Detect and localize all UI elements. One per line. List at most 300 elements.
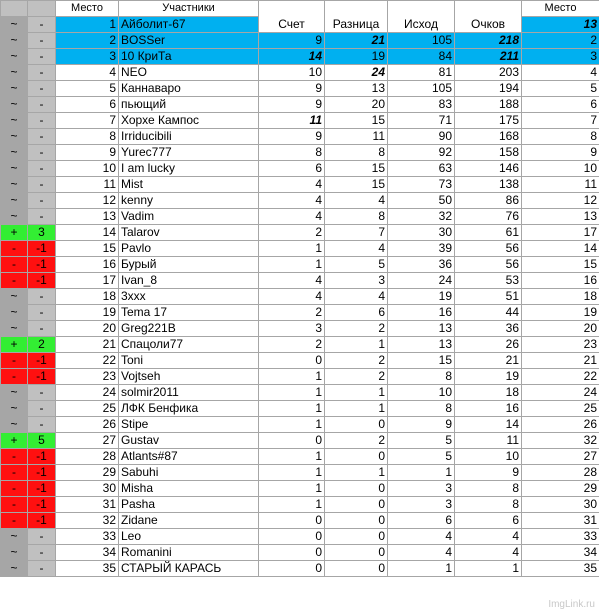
table-row xyxy=(1,305,599,321)
prev-place-cell: 25 xyxy=(522,401,599,417)
prev-place-cell: 11 xyxy=(522,177,599,193)
prev-place-cell: 31 xyxy=(522,513,599,529)
prev-place-cell: 35 xyxy=(522,561,599,577)
outcome-cell: 32 xyxy=(388,209,455,225)
score-cell: 2 xyxy=(259,337,325,353)
place-change: - xyxy=(28,385,56,401)
participant-name: Gustav xyxy=(119,433,259,449)
header-raznica: Разница xyxy=(325,1,388,33)
table-row xyxy=(1,465,599,481)
outcome-cell: 63 xyxy=(388,161,455,177)
place-change: - xyxy=(28,113,56,129)
outcome-cell: 5 xyxy=(388,433,455,449)
outcome-cell: 9 xyxy=(388,417,455,433)
place-change: - xyxy=(28,305,56,321)
rank-cell: 24 xyxy=(56,385,119,401)
score-cell: 0 xyxy=(259,545,325,561)
points-cell: 14 xyxy=(455,417,522,433)
table-row xyxy=(1,65,599,81)
participant-name: Спацоли77 xyxy=(119,337,259,353)
outcome-cell: 71 xyxy=(388,113,455,129)
score-cell: 1 xyxy=(259,241,325,257)
score-cell: 0 xyxy=(259,513,325,529)
place-change: 5 xyxy=(28,433,56,449)
header-ochkov: Очков xyxy=(455,1,522,33)
table-row xyxy=(1,385,599,401)
header-uchastniki: Участники xyxy=(119,1,259,17)
prev-place-cell: 32 xyxy=(522,433,599,449)
diff-cell: 24 xyxy=(325,65,388,81)
diff-cell: 0 xyxy=(325,481,388,497)
diff-cell: 0 xyxy=(325,417,388,433)
place-change: - xyxy=(28,401,56,417)
score-cell: 0 xyxy=(259,561,325,577)
table-row xyxy=(1,321,599,337)
trend-marker: ~ xyxy=(1,417,28,433)
diff-cell: 15 xyxy=(325,161,388,177)
place-change: - xyxy=(28,65,56,81)
points-cell: 44 xyxy=(455,305,522,321)
table-row xyxy=(1,97,599,113)
points-cell: 203 xyxy=(455,65,522,81)
prev-place-cell: 5 xyxy=(522,81,599,97)
points-cell: 194 xyxy=(455,81,522,97)
diff-cell: 0 xyxy=(325,513,388,529)
place-change: - xyxy=(28,97,56,113)
trend-marker: ~ xyxy=(1,17,28,33)
points-cell: 26 xyxy=(455,337,522,353)
prev-place-cell: 18 xyxy=(522,289,599,305)
prev-place-cell: 16 xyxy=(522,273,599,289)
points-cell: 8 xyxy=(455,497,522,513)
outcome-cell: 39 xyxy=(388,241,455,257)
place-change: - xyxy=(28,145,56,161)
outcome-cell: 3 xyxy=(388,481,455,497)
outcome-cell: 13 xyxy=(388,337,455,353)
rank-cell: 33 xyxy=(56,529,119,545)
trend-marker: - xyxy=(1,369,28,385)
place-change: - xyxy=(28,17,56,33)
table-row xyxy=(1,449,599,465)
place-change: -1 xyxy=(28,465,56,481)
trend-marker: + xyxy=(1,337,28,353)
prev-place-cell: 15 xyxy=(522,257,599,273)
table-row xyxy=(1,81,599,97)
prev-place-cell: 33 xyxy=(522,529,599,545)
score-cell: 6 xyxy=(259,161,325,177)
rank-cell: 13 xyxy=(56,209,119,225)
score-cell: 0 xyxy=(259,353,325,369)
prev-place-cell: 2 xyxy=(522,33,599,49)
rank-cell: 1 xyxy=(56,17,119,33)
score-cell: 1 xyxy=(259,369,325,385)
table-row xyxy=(1,337,599,353)
table-row xyxy=(1,513,599,529)
outcome-cell: 105 xyxy=(388,33,455,49)
points-cell: 86 xyxy=(455,193,522,209)
rank-cell: 29 xyxy=(56,465,119,481)
place-change: -1 xyxy=(28,497,56,513)
rank-cell: 27 xyxy=(56,433,119,449)
score-cell: 1 xyxy=(259,257,325,273)
prev-place-cell: 7 xyxy=(522,113,599,129)
participant-name: пьющий xyxy=(119,97,259,113)
outcome-cell: 4 xyxy=(388,529,455,545)
table-row xyxy=(1,401,599,417)
table-row xyxy=(1,481,599,497)
outcome-cell: 105 xyxy=(388,81,455,97)
rank-cell: 26 xyxy=(56,417,119,433)
place-change: 2 xyxy=(28,337,56,353)
trend-marker: ~ xyxy=(1,321,28,337)
watermark: ImgLink.ru xyxy=(548,599,595,610)
diff-cell: 2 xyxy=(325,433,388,449)
rank-cell: 5 xyxy=(56,81,119,97)
diff-cell: 1 xyxy=(325,401,388,417)
outcome-cell: 24 xyxy=(388,273,455,289)
points-cell: 56 xyxy=(455,257,522,273)
participant-name: Romanini xyxy=(119,545,259,561)
rank-cell: 19 xyxy=(56,305,119,321)
rank-cell: 11 xyxy=(56,177,119,193)
trend-marker: ~ xyxy=(1,289,28,305)
trend-marker: - xyxy=(1,449,28,465)
diff-cell: 0 xyxy=(325,561,388,577)
points-cell: 16 xyxy=(455,401,522,417)
prev-place-cell: 26 xyxy=(522,417,599,433)
place-change: - xyxy=(28,321,56,337)
rank-cell: 21 xyxy=(56,337,119,353)
points-cell: 53 xyxy=(455,273,522,289)
diff-cell: 8 xyxy=(325,145,388,161)
trend-marker: - xyxy=(1,353,28,369)
score-cell: 2 xyxy=(259,305,325,321)
rank-cell: 22 xyxy=(56,353,119,369)
place-change: - xyxy=(28,33,56,49)
diff-cell: 7 xyxy=(325,225,388,241)
place-change: - xyxy=(28,209,56,225)
outcome-cell: 10 xyxy=(388,385,455,401)
prev-place-cell: 21 xyxy=(522,353,599,369)
place-change: - xyxy=(28,193,56,209)
diff-cell: 15 xyxy=(325,177,388,193)
table-row xyxy=(1,273,599,289)
participant-name: Каннаваро xyxy=(119,81,259,97)
outcome-cell: 92 xyxy=(388,145,455,161)
prev-place-cell: 20 xyxy=(522,321,599,337)
trend-marker: ~ xyxy=(1,193,28,209)
points-cell: 4 xyxy=(455,529,522,545)
prev-place-cell: 4 xyxy=(522,65,599,81)
rank-cell: 35 xyxy=(56,561,119,577)
points-cell: 4 xyxy=(455,545,522,561)
place-change: -1 xyxy=(28,369,56,385)
trend-marker: ~ xyxy=(1,145,28,161)
trend-marker: ~ xyxy=(1,545,28,561)
participant-name: Бурый xyxy=(119,257,259,273)
points-cell: 61 xyxy=(455,225,522,241)
outcome-cell: 3 xyxy=(388,497,455,513)
diff-cell: 1 xyxy=(325,337,388,353)
table-row xyxy=(1,161,599,177)
trend-marker: - xyxy=(1,241,28,257)
place-change: - xyxy=(28,561,56,577)
table-row xyxy=(1,129,599,145)
place-change: -1 xyxy=(28,513,56,529)
points-cell: 146 xyxy=(455,161,522,177)
place-change: - xyxy=(28,81,56,97)
trend-marker: ~ xyxy=(1,305,28,321)
participant-name: Zidane xyxy=(119,513,259,529)
participant-name: Хорхе Кампос xyxy=(119,113,259,129)
trend-marker: - xyxy=(1,513,28,529)
trend-marker: ~ xyxy=(1,81,28,97)
rank-cell: 34 xyxy=(56,545,119,561)
prev-place-cell: 29 xyxy=(522,481,599,497)
diff-cell: 11 xyxy=(325,129,388,145)
trend-marker: ~ xyxy=(1,49,28,65)
score-cell: 2 xyxy=(259,225,325,241)
prev-place-cell: 3 xyxy=(522,49,599,65)
score-cell: 4 xyxy=(259,193,325,209)
rank-cell: 25 xyxy=(56,401,119,417)
prev-place-cell: 17 xyxy=(522,225,599,241)
table-row xyxy=(1,177,599,193)
rank-cell: 17 xyxy=(56,273,119,289)
table-row xyxy=(1,545,599,561)
rank-cell: 20 xyxy=(56,321,119,337)
table-row xyxy=(1,417,599,433)
place-change: - xyxy=(28,49,56,65)
trend-marker: + xyxy=(1,433,28,449)
place-change: - xyxy=(28,289,56,305)
diff-cell: 4 xyxy=(325,241,388,257)
outcome-cell: 1 xyxy=(388,465,455,481)
score-cell: 1 xyxy=(259,497,325,513)
score-cell: 9 xyxy=(259,33,325,49)
trend-marker: ~ xyxy=(1,401,28,417)
place-change: - xyxy=(28,529,56,545)
points-cell: 56 xyxy=(455,241,522,257)
place-change: - xyxy=(28,177,56,193)
rank-cell: 28 xyxy=(56,449,119,465)
diff-cell: 19 xyxy=(325,49,388,65)
participant-name: Talarov xyxy=(119,225,259,241)
score-cell: 4 xyxy=(259,177,325,193)
trend-marker: ~ xyxy=(1,177,28,193)
points-cell: 51 xyxy=(455,289,522,305)
trend-marker: ~ xyxy=(1,129,28,145)
outcome-cell: 13 xyxy=(388,321,455,337)
place-change: 3 xyxy=(28,225,56,241)
header-trend-cell xyxy=(1,1,28,17)
table-row xyxy=(1,257,599,273)
prev-place-cell: 34 xyxy=(522,545,599,561)
table-row xyxy=(1,497,599,513)
outcome-cell: 50 xyxy=(388,193,455,209)
table-row xyxy=(1,561,599,577)
prev-place-cell: 9 xyxy=(522,145,599,161)
table-row xyxy=(1,433,599,449)
diff-cell: 6 xyxy=(325,305,388,321)
place-change: - xyxy=(28,417,56,433)
rank-cell: 18 xyxy=(56,289,119,305)
prev-place-cell: 10 xyxy=(522,161,599,177)
header-schet: Счет xyxy=(259,1,325,33)
outcome-cell: 8 xyxy=(388,401,455,417)
trend-marker: ~ xyxy=(1,65,28,81)
outcome-cell: 6 xyxy=(388,513,455,529)
diff-cell: 1 xyxy=(325,465,388,481)
prev-place-cell: 14 xyxy=(522,241,599,257)
score-cell: 1 xyxy=(259,481,325,497)
diff-cell: 15 xyxy=(325,113,388,129)
score-cell: 4 xyxy=(259,209,325,225)
diff-cell: 2 xyxy=(325,369,388,385)
rank-cell: 15 xyxy=(56,241,119,257)
score-cell: 10 xyxy=(259,65,325,81)
participant-name: Greg221B xyxy=(119,321,259,337)
rank-cell: 3 xyxy=(56,49,119,65)
participant-name: Ivan_8 xyxy=(119,273,259,289)
points-cell: 218 xyxy=(455,33,522,49)
participant-name: Sabuhi xyxy=(119,465,259,481)
header-ishod: Исход xyxy=(388,1,455,33)
prev-place-cell: 24 xyxy=(522,385,599,401)
place-change: - xyxy=(28,545,56,561)
header-delta-cell xyxy=(28,1,56,17)
trend-marker: - xyxy=(1,465,28,481)
participant-name: Toni xyxy=(119,353,259,369)
outcome-cell: 1 xyxy=(388,561,455,577)
trend-marker: ~ xyxy=(1,561,28,577)
rank-cell: 8 xyxy=(56,129,119,145)
rank-cell: 12 xyxy=(56,193,119,209)
place-change: -1 xyxy=(28,481,56,497)
trend-marker: ~ xyxy=(1,529,28,545)
points-cell: 76 xyxy=(455,209,522,225)
prev-place-cell: 30 xyxy=(522,497,599,513)
trend-marker: ~ xyxy=(1,97,28,113)
outcome-cell: 36 xyxy=(388,257,455,273)
points-cell: 1 xyxy=(455,561,522,577)
participant-name: Vadim xyxy=(119,209,259,225)
participant-name: NEO xyxy=(119,65,259,81)
rank-cell: 9 xyxy=(56,145,119,161)
participant-name: I am lucky xyxy=(119,161,259,177)
table-row xyxy=(1,193,599,209)
prev-place-cell: 28 xyxy=(522,465,599,481)
points-cell: 158 xyxy=(455,145,522,161)
trend-marker: ~ xyxy=(1,113,28,129)
trend-marker: - xyxy=(1,257,28,273)
diff-cell: 4 xyxy=(325,193,388,209)
participant-name: Pavlo xyxy=(119,241,259,257)
outcome-cell: 19 xyxy=(388,289,455,305)
points-cell: 10 xyxy=(455,449,522,465)
score-cell: 3 xyxy=(259,321,325,337)
score-cell: 1 xyxy=(259,401,325,417)
points-cell: 11 xyxy=(455,433,522,449)
trend-marker: - xyxy=(1,497,28,513)
table-row xyxy=(1,113,599,129)
points-cell: 6 xyxy=(455,513,522,529)
participant-name: solmir2011 xyxy=(119,385,259,401)
outcome-cell: 73 xyxy=(388,177,455,193)
diff-cell: 0 xyxy=(325,497,388,513)
diff-cell: 13 xyxy=(325,81,388,97)
score-cell: 13 xyxy=(522,17,599,33)
place-change: -1 xyxy=(28,449,56,465)
table-row xyxy=(1,33,599,49)
rank-cell: 6 xyxy=(56,97,119,113)
participant-name: Leo xyxy=(119,529,259,545)
participant-name: BOSSer xyxy=(119,33,259,49)
place-change: - xyxy=(28,161,56,177)
trend-marker: ~ xyxy=(1,161,28,177)
rank-cell: 2 xyxy=(56,33,119,49)
prev-place-cell: 13 xyxy=(522,209,599,225)
header-mesto: Место xyxy=(56,1,119,17)
participant-name: kenny xyxy=(119,193,259,209)
score-cell: 4 xyxy=(259,273,325,289)
participant-name: 10 КриТа xyxy=(119,49,259,65)
score-cell: 14 xyxy=(259,49,325,65)
outcome-cell: 90 xyxy=(388,129,455,145)
table-row xyxy=(1,529,599,545)
score-cell: 1 xyxy=(259,465,325,481)
score-cell: 8 xyxy=(259,145,325,161)
table-row xyxy=(1,49,599,65)
score-cell: 9 xyxy=(259,129,325,145)
table-row xyxy=(1,289,599,305)
participant-name: Irriducibili xyxy=(119,129,259,145)
trend-marker: - xyxy=(1,273,28,289)
rank-cell: 23 xyxy=(56,369,119,385)
trend-marker: ~ xyxy=(1,385,28,401)
rank-cell: 16 xyxy=(56,257,119,273)
prev-place-cell: 22 xyxy=(522,369,599,385)
participant-name: Mist xyxy=(119,177,259,193)
diff-cell: 0 xyxy=(325,529,388,545)
diff-cell: 8 xyxy=(325,209,388,225)
place-change: -1 xyxy=(28,353,56,369)
participant-name: Stipe xyxy=(119,417,259,433)
table-row xyxy=(1,241,599,257)
place-change: -1 xyxy=(28,257,56,273)
prev-place-cell: 6 xyxy=(522,97,599,113)
points-cell: 211 xyxy=(455,49,522,65)
rank-cell: 7 xyxy=(56,113,119,129)
participant-name: ЛФК Бенфика xyxy=(119,401,259,417)
participant-name: СТАРЫЙ КАРАСЬ xyxy=(119,561,259,577)
outcome-cell: 16 xyxy=(388,305,455,321)
prev-place-cell: 19 xyxy=(522,305,599,321)
score-cell: 1 xyxy=(259,417,325,433)
prev-place-cell: 23 xyxy=(522,337,599,353)
diff-cell: 0 xyxy=(325,545,388,561)
outcome-cell: 8 xyxy=(388,369,455,385)
diff-cell: 2 xyxy=(325,321,388,337)
points-cell: 8 xyxy=(455,481,522,497)
rank-cell: 30 xyxy=(56,481,119,497)
score-cell: 1 xyxy=(259,385,325,401)
header-row xyxy=(1,1,599,17)
points-cell: 138 xyxy=(455,177,522,193)
diff-cell: 3 xyxy=(325,273,388,289)
participant-name: Pasha xyxy=(119,497,259,513)
points-cell: 175 xyxy=(455,113,522,129)
